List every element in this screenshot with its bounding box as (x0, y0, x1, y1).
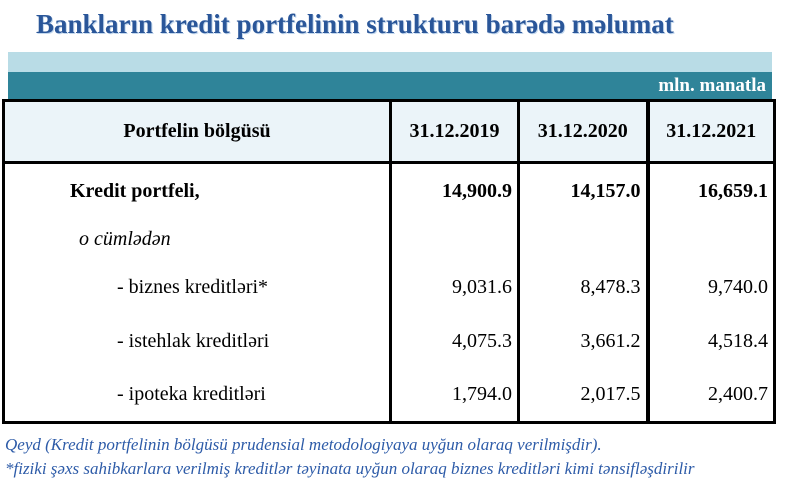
value-2021: 16,659.1 (648, 163, 775, 219)
table-header-row (4, 101, 775, 163)
value-2021 (648, 219, 775, 261)
value-2021: 9,740.0 (648, 261, 775, 315)
table-row-including (4, 219, 775, 261)
credit-portfolio-table (2, 99, 776, 424)
unit-band (8, 72, 772, 99)
col-header-date-2020: 31.12.2020 (519, 101, 648, 163)
note-asterisk-classification: *fiziki şəxs sahibkarlara verilmiş kreditlər təyinata uyğun olaraq biznes kreditləri kimi tənsifləşdirilir (5, 459, 695, 478)
value-2019: 9,031.6 (391, 261, 519, 315)
row-label: - istehlak kreditləri (117, 330, 270, 352)
value-2021: 4,518.4 (648, 315, 775, 369)
note-methodology: Qeyd (Kredit portfelinin bölgüsü prudensial metodologiyaya uyğun olaraq verilmişdir). (5, 435, 602, 454)
value-2021: 2,400.7 (648, 369, 775, 423)
page-title: Bankların kredit portfelinin strukturu barədə məlumat (36, 9, 674, 39)
value-2020: 2,017.5 (519, 369, 648, 423)
value-2020 (519, 219, 648, 261)
value-2019 (391, 219, 519, 261)
footnotes (5, 433, 800, 481)
decor-band-light (8, 52, 772, 72)
col-header-portfolio-division: Portfelin bölgüsü (4, 101, 391, 163)
table-row-credit-portfolio-total (4, 163, 775, 219)
row-label: - ipoteka kreditləri (117, 383, 266, 406)
row-label: Kredit portfeli, (70, 179, 200, 202)
value-2020: 3,661.2 (519, 315, 648, 369)
value-2019: 14,900.9 (391, 163, 519, 219)
value-2020: 14,157.0 (519, 163, 648, 219)
table-row-consumer-loans (4, 315, 775, 369)
row-label: o cümlədən (79, 228, 171, 250)
value-2019: 4,075.3 (391, 315, 519, 369)
table-row-mortgage-loans (4, 369, 775, 423)
value-2020: 8,478.3 (519, 261, 648, 315)
unit-label: mln. manatla (658, 75, 766, 96)
row-label: - biznes kreditləri* (117, 276, 269, 298)
value-2019: 1,794.0 (391, 369, 519, 423)
col-header-date-2021: 31.12.2021 (648, 101, 775, 163)
table-row-business-loans (4, 261, 775, 315)
col-header-date-2019: 31.12.2019 (391, 101, 519, 163)
